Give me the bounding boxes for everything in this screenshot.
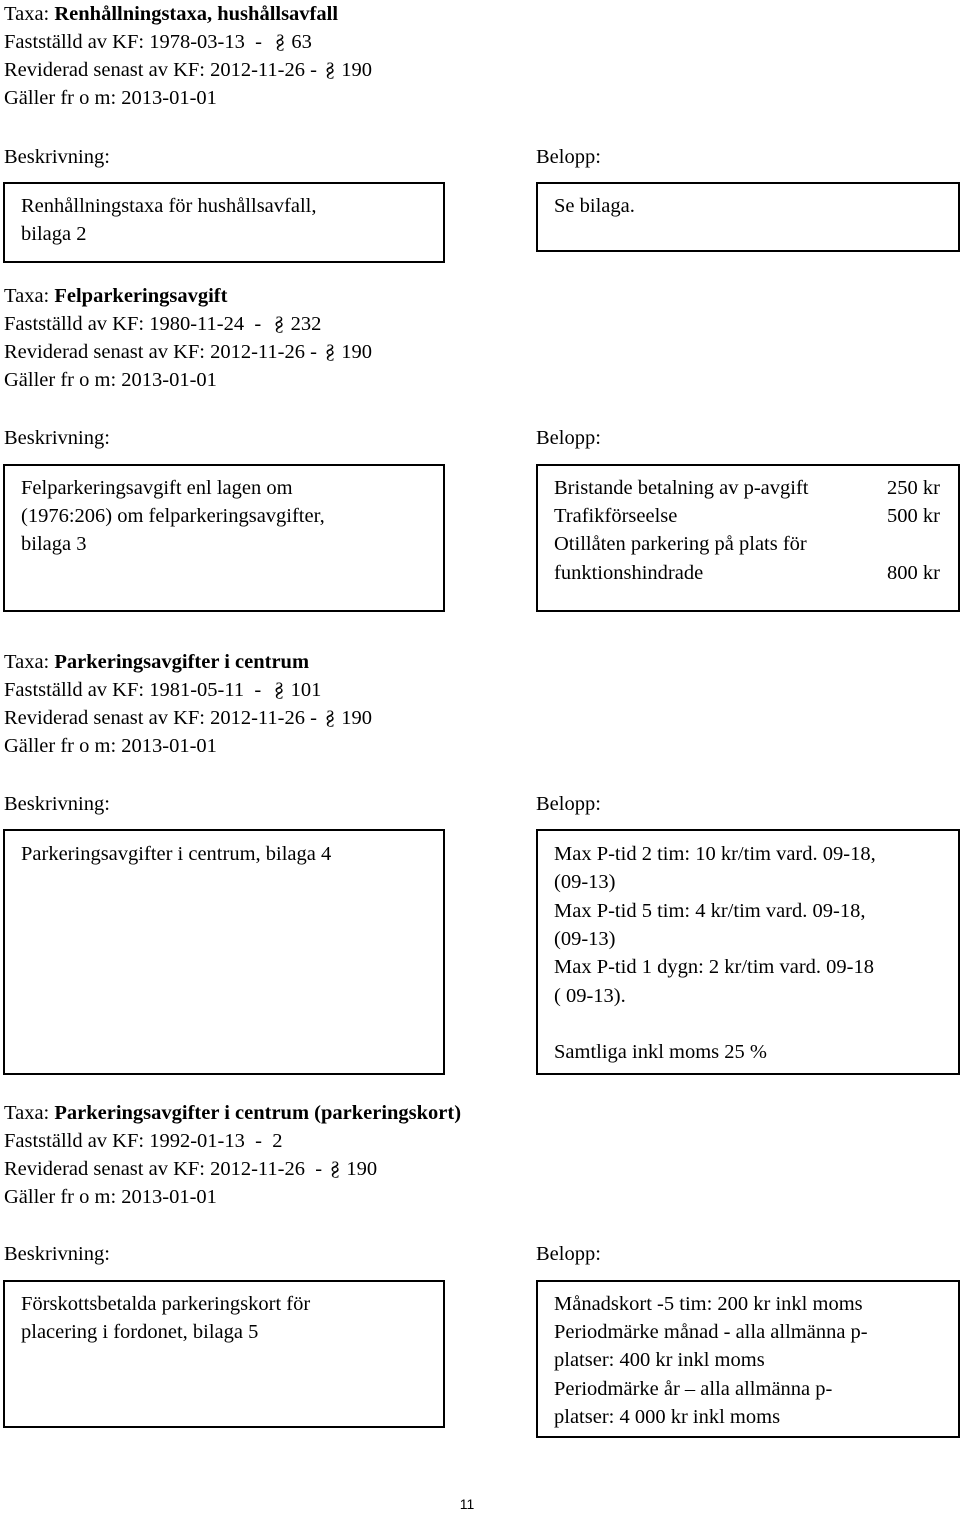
description-line: Felparkeringsavgift enl lagen om [21,477,293,499]
amount-line: platser: 400 kr inkl moms [554,1349,765,1371]
taxa-title: Parkeringsavgifter i centrum [54,651,310,673]
taxa-title: Parkeringsavgifter i centrum (parkeringskort) [54,1102,462,1124]
amount-line: Max P-tid 1 dygn: 2 kr/tim vard. 09-18 [554,956,875,978]
description-line: placering i fordonet, bilaga 5 [21,1321,259,1343]
description-box [3,464,445,612]
amount-line: (09-13) [554,871,616,893]
paragraph-sign-icon: § [274,679,285,701]
description-box [3,829,445,1075]
amount-row-value: 500 kr [887,505,940,527]
reviderad-line: Reviderad senast av KF: 2012-11-26 - § 190 [4,704,372,732]
description-line: bilaga 2 [21,223,87,245]
amount-line: Månadskort -5 tim: 200 kr inkl moms [554,1293,863,1315]
paragraph-sign-icon: § [274,313,285,335]
amount-line: Max P-tid 2 tim: 10 kr/tim vard. 09-18, [554,843,876,865]
amount-row [554,530,940,558]
galler-line: Gäller fr o m: 2013-01-01 [4,1186,217,1208]
taxa-heading: Taxa: Renhållningstaxa, hushållsavfall [4,3,339,25]
faststalld-line: Fastställd av KF: 1978-03-13 - § 63 [4,28,312,56]
amount-box [536,464,960,612]
paragraph-sign-icon: § [324,59,336,81]
description-box [3,1280,445,1428]
faststalld-line: Fastställd av KF: 1981-05-11 - § 101 [4,676,321,704]
galler-line: Gäller fr o m: 2013-01-01 [4,369,217,391]
faststalld-line: Fastställd av KF: 1980-11-24 - § 232 [4,310,321,338]
beskrivning-label: Beskrivning: [4,793,110,815]
taxa-heading: Taxa: Felparkeringsavgift [4,285,228,307]
amount-line: Se bilaga. [554,195,635,217]
beskrivning-label: Beskrivning: [4,146,110,168]
amount-line: Max P-tid 5 tim: 4 kr/tim vard. 09-18, [554,900,866,922]
paragraph-sign-icon: § [275,31,286,53]
amount-row-value: 250 kr [887,477,940,499]
taxa-title: Renhållningstaxa, hushållsavfall [54,3,339,25]
amount-line: (09-13) [554,928,616,950]
amount-line: ( 09-13). [554,985,626,1007]
paragraph-sign-icon: § [324,707,336,729]
description-line: Parkeringsavgifter i centrum, bilaga 4 [21,843,332,865]
amount-line: platser: 4 000 kr inkl moms [554,1406,781,1428]
description-line: Renhållningstaxa för hushållsavfall, [21,195,317,217]
belopp-label: Belopp: [536,146,601,168]
amount-line: Periodmärke år – alla allmänna p- [554,1378,833,1400]
amount-line: Periodmärke månad - alla allmänna p- [554,1321,868,1343]
taxa-heading: Taxa: Parkeringsavgifter i centrum (parkeringskort) [4,1102,462,1124]
belopp-label: Belopp: [536,1243,601,1265]
amount-line: Samtliga inkl moms 25 % [554,1041,767,1063]
faststalld-line: Fastställd av KF: 1992-01-13 - 2 [4,1130,283,1152]
description-line: (1976:206) om felparkeringsavgifter, [21,505,325,527]
amount-row-value: 800 kr [887,562,940,584]
amount-row [554,502,940,530]
amount-row-label: Bristande betalning av p-avgift [554,477,809,499]
amount-box [536,829,960,1075]
belopp-label: Belopp: [536,793,601,815]
galler-line: Gäller fr o m: 2013-01-01 [4,87,217,109]
amount-box [536,1280,960,1438]
reviderad-line: Reviderad senast av KF: 2012-11-26 - § 190 [4,56,372,84]
taxa-title: Felparkeringsavgift [54,285,228,307]
amount-row-label: Trafikförseelse [554,505,678,527]
beskrivning-label: Beskrivning: [4,427,110,449]
belopp-label: Belopp: [536,427,601,449]
amount-row-label: funktionshindrade [554,562,704,584]
description-line: bilaga 3 [21,533,87,555]
taxa-heading: Taxa: Parkeringsavgifter i centrum [4,651,310,673]
galler-line: Gäller fr o m: 2013-01-01 [4,735,217,757]
reviderad-line: Reviderad senast av KF: 2012-11-26 - § 190 [4,338,372,366]
amount-row [554,474,940,502]
amount-row [554,559,940,587]
description-box [3,182,445,263]
amount-row-label: Otillåten parkering på plats för [554,533,807,555]
reviderad-line: Reviderad senast av KF: 2012-11-26 - § 190 [4,1155,377,1183]
paragraph-sign-icon: § [330,1158,341,1180]
amount-box [536,182,960,252]
page-number: 11 [459,1496,475,1512]
paragraph-sign-icon: § [324,341,336,363]
beskrivning-label: Beskrivning: [4,1243,110,1265]
description-line: Förskottsbetalda parkeringskort för [21,1293,311,1315]
